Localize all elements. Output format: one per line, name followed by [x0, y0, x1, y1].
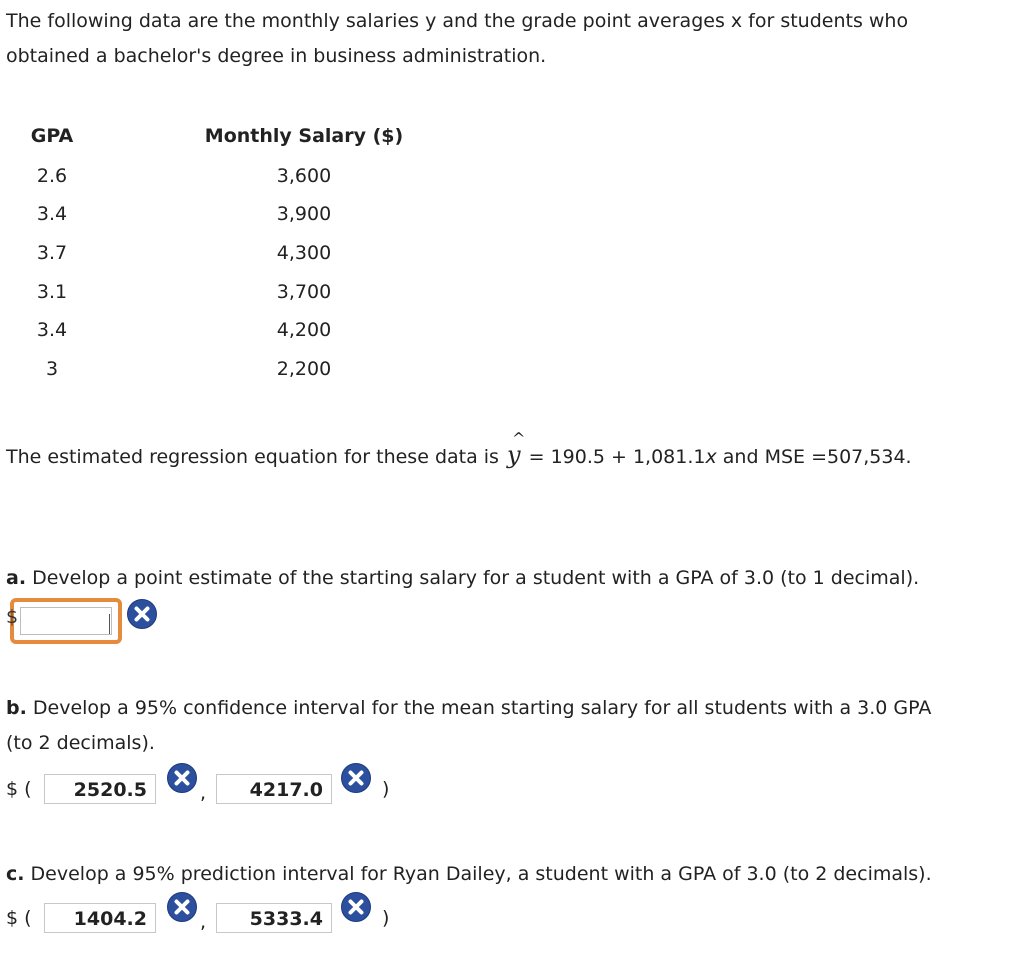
incorrect-x-icon	[166, 762, 198, 794]
table-cell-salary: 2,200	[276, 358, 332, 380]
answer-a-currency: $	[6, 606, 19, 628]
answer-c-close: )	[382, 907, 390, 929]
question-c-letter: c.	[6, 863, 25, 885]
answer-c-upper-input[interactable]: 5333.4	[216, 903, 332, 933]
answer-b-lower-input[interactable]: 2520.5	[44, 774, 156, 804]
incorrect-x-icon	[340, 891, 372, 923]
table-header-gpa: GPA	[30, 125, 74, 147]
question-b-text-2: (to 2 decimals).	[6, 732, 155, 754]
intro-text	[6, 4, 996, 74]
answer-b-upper-input[interactable]: 4217.0	[216, 774, 332, 804]
text-caret	[109, 614, 110, 634]
regression-equation	[6, 429, 912, 469]
answer-c-comma: ,	[200, 911, 207, 933]
answer-b-prefix: $ (	[6, 778, 32, 800]
table-cell-gpa: 3.4	[36, 319, 68, 341]
table-cell-salary: 4,200	[276, 319, 332, 341]
question-a-text: Develop a point estimate of the starting salary for a student with a GPA of 3.0 (to 1 decimal).	[32, 567, 920, 589]
incorrect-x-icon	[126, 598, 158, 630]
table-cell-salary: 3,600	[276, 165, 332, 187]
answer-a-input[interactable]	[20, 607, 112, 635]
regression-prefix: The estimated regression equation for these data is	[6, 446, 499, 468]
table-cell-salary: 4,300	[276, 242, 332, 264]
question-b	[6, 691, 1016, 761]
answer-c-lower-input[interactable]: 1404.2	[44, 903, 156, 933]
answer-a-focus-frame[interactable]	[10, 598, 122, 644]
table-cell-gpa: 3.7	[36, 242, 68, 264]
regression-x: x	[705, 446, 717, 468]
answer-b-close: )	[382, 778, 390, 800]
regression-formula: = 190.5 + 1,081.1	[528, 446, 706, 468]
question-a-letter: a.	[6, 567, 27, 589]
table-cell-salary: 3,900	[276, 203, 332, 225]
table-cell-gpa: 2.6	[36, 165, 68, 187]
table-header-salary: Monthly Salary ($)	[204, 125, 404, 147]
answer-b-comma: ,	[200, 782, 207, 804]
table-cell-gpa: 3	[45, 358, 59, 380]
question-a	[6, 561, 919, 596]
answer-c-prefix: $ (	[6, 907, 32, 929]
question-b-letter: b.	[6, 697, 27, 719]
question-c	[6, 857, 932, 892]
intro-line-1: The following data are the monthly salaries y and the grade point averages x for students who	[6, 10, 909, 32]
table-cell-gpa: 3.1	[36, 281, 68, 303]
intro-line-2: obtained a bachelor's degree in business administration.	[6, 45, 547, 67]
table-cell-salary: 3,700	[276, 281, 332, 303]
regression-suffix: and MSE =507,534.	[722, 446, 912, 468]
y-hat-symbol: ^ y	[507, 429, 526, 469]
incorrect-x-icon	[340, 762, 372, 794]
question-c-text: Develop a 95% prediction interval for Ryan Dailey, a student with a GPA of 3.0 (to 2 decimals).	[30, 863, 932, 885]
incorrect-x-icon	[166, 891, 198, 923]
question-b-text: Develop a 95% confidence interval for the mean starting salary for all students with a 3.0 GPA	[32, 697, 932, 719]
table-cell-gpa: 3.4	[36, 203, 68, 225]
